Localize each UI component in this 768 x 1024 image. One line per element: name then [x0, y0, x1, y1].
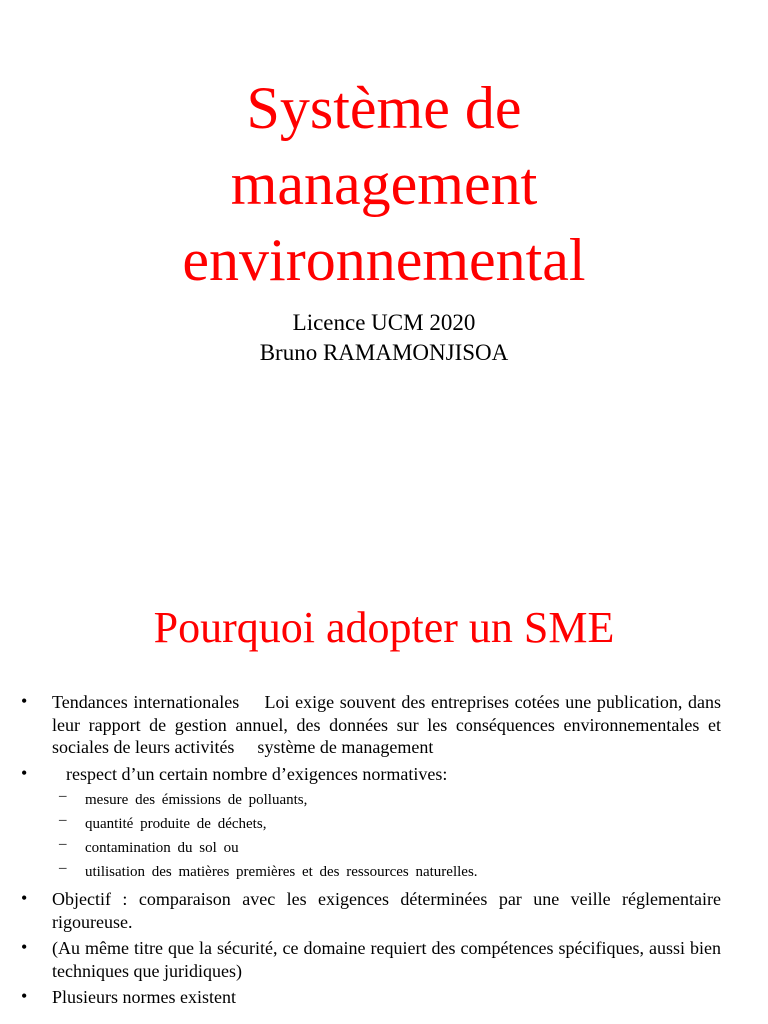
sub-list-container [0, 789, 768, 884]
bullet-marker: • [21, 888, 28, 908]
bullet-item [21, 937, 721, 982]
bullet-text: respect d’un certain nombre d’exigences normatives: [52, 763, 434, 784]
slide-why-sme [0, 560, 768, 1024]
bullet-marker: • [21, 937, 28, 957]
sub-bullet-marker: – [59, 836, 67, 852]
sub-bullet-marker: – [59, 812, 67, 828]
bullet-text: (Au même titre que la sécurité, ce domaine requiert des compétences spécifiques, aussi bien techniques que juridiques) [52, 938, 721, 981]
bullet-text: Objectif : comparaison avec les exigences déterminées par une veille réglementaire rigoureuse. [52, 889, 721, 932]
slide-title: Pourquoi adopter un SME [153, 603, 615, 652]
bullet-item [21, 691, 721, 759]
sub-bullet-item [59, 860, 721, 884]
sub-bullet-list [0, 789, 768, 884]
bullet-text: Plusieurs normes existent [52, 987, 236, 1007]
sub-bullet-item [59, 836, 721, 860]
sub-bullet-marker: – [59, 788, 67, 804]
sub-bullet-item [59, 788, 721, 812]
bullet-list [0, 691, 768, 1013]
sub-bullet-marker: – [59, 860, 67, 876]
sub-bullet-text: contamination du sol ou [85, 840, 239, 856]
bullet-item [21, 762, 721, 786]
author-name: Bruno RAMAMONJISOA [259, 340, 509, 365]
presentation-title [0, 70, 768, 298]
sub-bullet-text: mesure des émissions de polluants, [85, 792, 308, 808]
sub-bullet-item [59, 812, 721, 836]
course-label: Licence UCM 2020 [292, 310, 476, 335]
sub-bullet-text: quantité produite de déchets, [85, 816, 267, 832]
bullet-text: Tendances internationales Loi exige souvent des entreprises cotées une publication, dans leur rapport de gestion annuel, des données sur les conséquences environnementales et sociales de leurs activités système de management [52, 692, 721, 757]
bullet-item [21, 986, 721, 1009]
bullet-marker: • [21, 762, 28, 783]
sub-bullet-text: utilisation des matières premières et des ressources naturelles. [85, 864, 478, 880]
title-line: management [230, 151, 538, 217]
bullet-item [21, 888, 721, 933]
title-line: environnemental [182, 227, 586, 293]
bullet-marker: • [21, 691, 28, 711]
title-line: Système de [246, 75, 522, 141]
bullet-marker: • [21, 986, 28, 1006]
presentation-subtitle [0, 308, 768, 368]
